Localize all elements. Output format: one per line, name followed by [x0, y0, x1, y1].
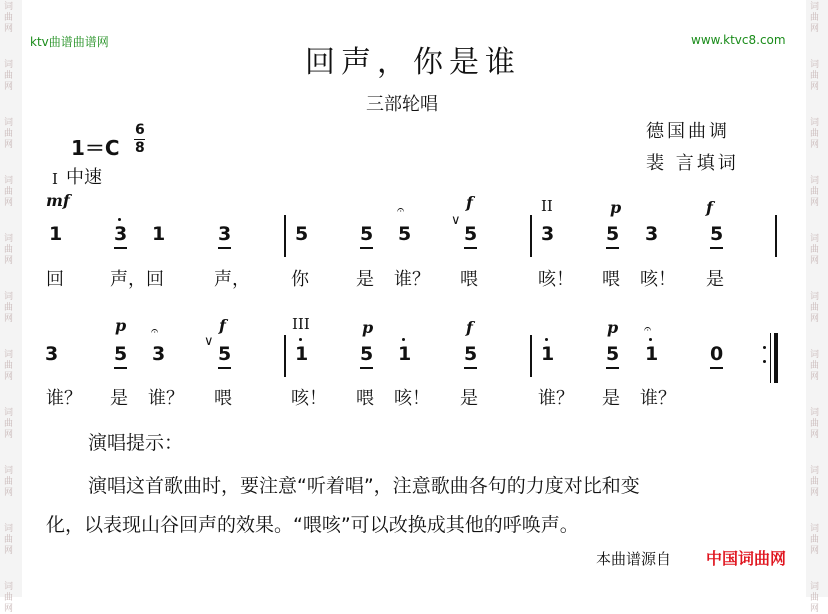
lyric: 咳！	[291, 388, 327, 409]
watermark-char: 词	[4, 292, 14, 302]
underline	[606, 247, 619, 249]
watermark-char: 网	[810, 140, 820, 150]
watermark-char: 词	[810, 408, 820, 418]
fermata-icon: 𝄐	[644, 322, 652, 337]
note: 3	[114, 223, 128, 245]
watermark-char: 曲	[4, 13, 14, 23]
note: 1	[541, 343, 555, 365]
watermark-char: 曲	[810, 535, 820, 545]
watermark-char: 网	[4, 430, 14, 440]
lyric: 喂	[602, 269, 620, 290]
time-signature-top: 6	[135, 122, 145, 138]
watermark-char: 曲	[4, 129, 14, 139]
watermark-char: 词	[4, 582, 14, 592]
watermark-char: 网	[810, 256, 820, 266]
watermark-char: 网	[810, 604, 820, 614]
lyric: 咳！	[640, 269, 676, 290]
watermark-char: 曲	[4, 535, 14, 545]
watermark-char: 词	[810, 60, 820, 70]
right-watermark-strip	[806, 0, 828, 614]
song-title: 回声，你是谁	[305, 45, 521, 80]
bar-line	[530, 335, 532, 377]
note: 5	[464, 223, 478, 245]
lyric: 回	[46, 269, 64, 290]
lyric: 喂	[356, 388, 374, 409]
watermark-char: 词	[810, 234, 820, 244]
lyric: 喂	[214, 388, 232, 409]
watermark-char: 词	[4, 408, 14, 418]
fermata-icon: 𝄐	[151, 324, 159, 339]
high-octave-dot	[545, 338, 548, 341]
underline	[606, 367, 619, 369]
watermark-char: 网	[4, 372, 14, 382]
watermark-char: 曲	[810, 419, 820, 429]
dynamic-mark: f	[466, 193, 473, 212]
watermark-char: 网	[4, 198, 14, 208]
watermark-char: 词	[4, 118, 14, 128]
note: 5	[295, 223, 309, 245]
lyric: 是	[602, 388, 620, 409]
watermark-char: 网	[4, 256, 14, 266]
dynamic-mark: p	[115, 316, 127, 335]
note: 5	[360, 343, 374, 365]
note: 0	[710, 343, 724, 365]
lyric: 谁？	[46, 388, 82, 409]
tempo-marking: 中速	[66, 167, 102, 188]
watermark-char: 网	[810, 198, 820, 208]
note: 1	[295, 343, 309, 365]
watermark-char: 词	[4, 176, 14, 186]
note: 3	[152, 343, 166, 365]
watermark-char: 网	[810, 488, 820, 498]
time-signature-bottom: 8	[135, 140, 145, 156]
lyric: 声，	[214, 269, 250, 290]
watermark-char: 曲	[810, 477, 820, 487]
high-octave-dot	[649, 338, 652, 341]
watermark-char: 词	[810, 524, 820, 534]
watermark-char: 词	[4, 524, 14, 534]
watermark-char: 曲	[4, 303, 14, 313]
dynamic-mark: f	[466, 318, 473, 337]
watermark-char: 词	[810, 118, 820, 128]
source-label: 本曲谱源自	[596, 550, 672, 568]
watermark-char: 曲	[4, 419, 14, 429]
credit-composer: 德国曲调	[646, 121, 730, 142]
note: 5	[398, 223, 412, 245]
note: 5	[114, 343, 128, 365]
dynamic-mark: p	[610, 198, 622, 217]
fermata-icon: 𝄐	[397, 203, 405, 218]
underline	[710, 367, 723, 369]
watermark-char: 词	[4, 2, 14, 12]
underline	[464, 367, 477, 369]
watermark-char: 网	[810, 546, 820, 556]
dynamic-mark: p	[362, 318, 374, 337]
watermark-char: 词	[810, 582, 820, 592]
watermark-char: 曲	[810, 187, 820, 197]
underline	[114, 247, 127, 249]
watermark-char: 曲	[810, 593, 820, 603]
note: 1	[49, 223, 63, 245]
watermark-char: 网	[4, 604, 14, 614]
watermark-char: 曲	[810, 71, 820, 81]
watermark-char: 曲	[4, 477, 14, 487]
underline	[218, 367, 231, 369]
watermark-char: 网	[4, 140, 14, 150]
note: 3	[645, 223, 659, 245]
lyric: 谁？	[148, 388, 184, 409]
high-octave-dot	[118, 218, 121, 221]
note: 5	[606, 223, 620, 245]
watermark-char: 曲	[4, 245, 14, 255]
bar-line	[284, 215, 286, 257]
lyric: 是	[110, 388, 128, 409]
site-header-left: ktv曲谱曲谱网	[30, 35, 109, 49]
underline	[360, 247, 373, 249]
lyric: 声，回	[110, 269, 164, 290]
lyric: 是	[460, 388, 478, 409]
lyric: 谁？	[394, 269, 430, 290]
part-marker-2: II	[541, 197, 553, 215]
bar-line	[770, 333, 771, 383]
watermark-char: 曲	[4, 187, 14, 197]
breath-mark-icon: ∨	[204, 334, 214, 349]
watermark-char: 网	[810, 24, 820, 34]
tips-text-line-1: 演唱这首歌曲时，要注意“听着唱”，注意歌曲各句的力度对比和变	[88, 475, 640, 497]
watermark-char: 网	[810, 82, 820, 92]
dynamic-mark: mf	[46, 191, 70, 210]
watermark-char: 词	[4, 60, 14, 70]
watermark-char: 网	[4, 314, 14, 324]
watermark-char: 曲	[4, 593, 14, 603]
bar-line	[530, 215, 532, 257]
watermark-char: 网	[4, 82, 14, 92]
song-subtitle: 三部轮唱	[366, 94, 438, 115]
breath-mark-icon: ∨	[451, 213, 461, 228]
lyric: 谁？	[640, 388, 676, 409]
part-marker-3: III	[292, 315, 310, 333]
dynamic-mark: f	[219, 316, 226, 335]
watermark-char: 词	[4, 466, 14, 476]
note: 1	[152, 223, 166, 245]
lyric: 你	[291, 269, 309, 290]
bar-line	[775, 215, 777, 257]
underline	[114, 367, 127, 369]
high-octave-dot	[402, 338, 405, 341]
watermark-char: 词	[810, 350, 820, 360]
lyric: 咳！	[538, 269, 574, 290]
underline	[360, 367, 373, 369]
watermark-char: 网	[810, 314, 820, 324]
note: 3	[218, 223, 232, 245]
note: 5	[606, 343, 620, 365]
watermark-char: 曲	[810, 129, 820, 139]
underline	[710, 247, 723, 249]
lyric: 是	[356, 269, 374, 290]
lyric: 谁？	[538, 388, 574, 409]
note: 3	[45, 343, 59, 365]
watermark-char: 网	[810, 372, 820, 382]
watermark-char: 网	[4, 24, 14, 34]
lyric: 喂	[460, 269, 478, 290]
credit-lyricist: 裴 言填词	[646, 153, 739, 174]
note: 5	[218, 343, 232, 365]
watermark-char: 词	[810, 292, 820, 302]
tips-text-line-2: 化，以表现山谷回声的效果。“喂咳”可以改换成其他的呼唤声。	[46, 514, 579, 536]
watermark-char: 词	[4, 234, 14, 244]
watermark-char: 曲	[4, 361, 14, 371]
end-bar-line	[774, 333, 778, 383]
lyric: 咳！	[394, 388, 430, 409]
source-site-link[interactable]: 中国词曲网	[706, 549, 787, 568]
repeat-dot	[763, 346, 766, 349]
watermark-char: 词	[810, 466, 820, 476]
watermark-char: 网	[4, 488, 14, 498]
watermark-char: 网	[810, 430, 820, 440]
repeat-dot	[763, 360, 766, 363]
key-signature: 1＝C	[71, 136, 120, 160]
note: 1	[398, 343, 412, 365]
note: 5	[360, 223, 374, 245]
tips-heading: 演唱提示：	[88, 432, 184, 454]
note: 5	[464, 343, 478, 365]
left-watermark-strip	[0, 0, 22, 614]
underline	[218, 247, 231, 249]
watermark-char: 曲	[810, 245, 820, 255]
part-marker-1: I	[52, 170, 58, 188]
watermark-char: 网	[4, 546, 14, 556]
watermark-char: 曲	[810, 361, 820, 371]
watermark-char: 词	[810, 2, 820, 12]
note: 5	[710, 223, 724, 245]
dynamic-mark: f	[706, 198, 713, 217]
watermark-char: 词	[810, 176, 820, 186]
note: 1	[645, 343, 659, 365]
watermark-char: 曲	[810, 303, 820, 313]
bar-line	[284, 335, 286, 377]
underline	[464, 247, 477, 249]
high-octave-dot	[299, 338, 302, 341]
dynamic-mark: p	[607, 318, 619, 337]
lyric: 是	[706, 269, 724, 290]
watermark-char: 词	[4, 350, 14, 360]
site-header-right: www.ktvc8.com	[691, 33, 786, 47]
note: 3	[541, 223, 555, 245]
watermark-char: 曲	[810, 13, 820, 23]
watermark-char: 曲	[4, 71, 14, 81]
